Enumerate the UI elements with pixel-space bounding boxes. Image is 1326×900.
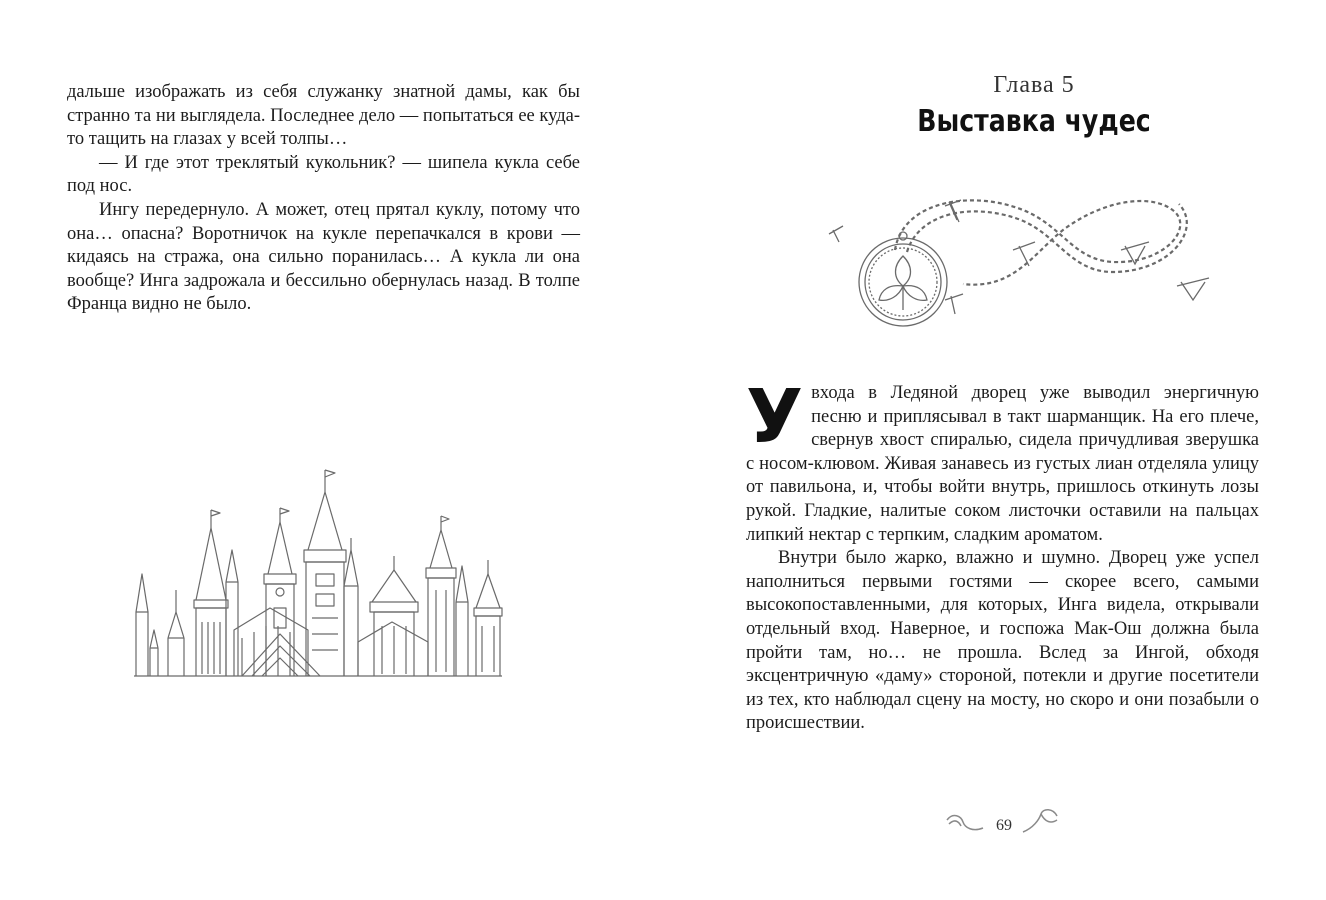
paragraph: — И где этот треклятый кукольник? — шипела кукла себе под нос. <box>67 152 580 197</box>
flourish-left-icon <box>943 806 987 840</box>
paragraph: дальше изображать из себя служанку знатной дамы, как бы странно та ни выглядела. Последнее дело — попытаться ее куда-то тащить на глазах у всей толпы… <box>67 82 580 150</box>
right-page <box>663 0 1326 900</box>
flourish-right-icon <box>1019 806 1063 840</box>
castle-illustration <box>130 462 506 680</box>
left-page-text <box>67 81 580 317</box>
pendant-chain-illustration <box>823 190 1213 340</box>
paragraph-text: входа в Ледяной дворец уже выводил энергичную песню и приплясывал в такт шарманщик. На его плече, свернув хвост спиралью, сидела причудливая зверушка с носом-клювом. Живая занавесь из густых лиан отделяла улицу от павильона, и, чтобы войти внутрь, пришлось откинуть лозы рукой. Гладкие, налитые соком листочки оставили на пальцах липкий нектар с терпким, сладким ароматом. <box>746 383 1259 545</box>
paragraph <box>746 374 1259 547</box>
page-footer <box>943 806 1063 846</box>
paragraph: Ингу передернуло. А может, отец прятал куклу, потому что она… опасна? Воротничок на кукле перепачкался в крови — кидаясь на стража, она сильно поранилась… А кукла ли она вообще? Инга задрожала и бессильно обернулась назад. В толпе Франца видно не было. <box>67 199 580 315</box>
chapter-title: Выставка чудес <box>917 104 1151 139</box>
chapter-label: Глава 5 <box>993 72 1075 98</box>
right-page-text <box>746 374 1259 736</box>
page-number: 69 <box>996 817 1012 834</box>
paragraph: Внутри было жарко, влажно и шумно. Дворец уже успел наполниться первыми гостями — скорее всего, самыми высокопоставленными, для которых, Инга видела, открывали отдельный вход. Наверное, и госпожа Мак-Ош должна была пройти там, но… не прошла. Вслед за Ингой, обходя эксцентричную «даму» стороной, потекли и другие посетители из тех, кто наблюдал сцену на мосту, но скоро и они позабыли о происшествии. <box>746 548 1259 734</box>
drop-cap: У <box>746 374 804 460</box>
